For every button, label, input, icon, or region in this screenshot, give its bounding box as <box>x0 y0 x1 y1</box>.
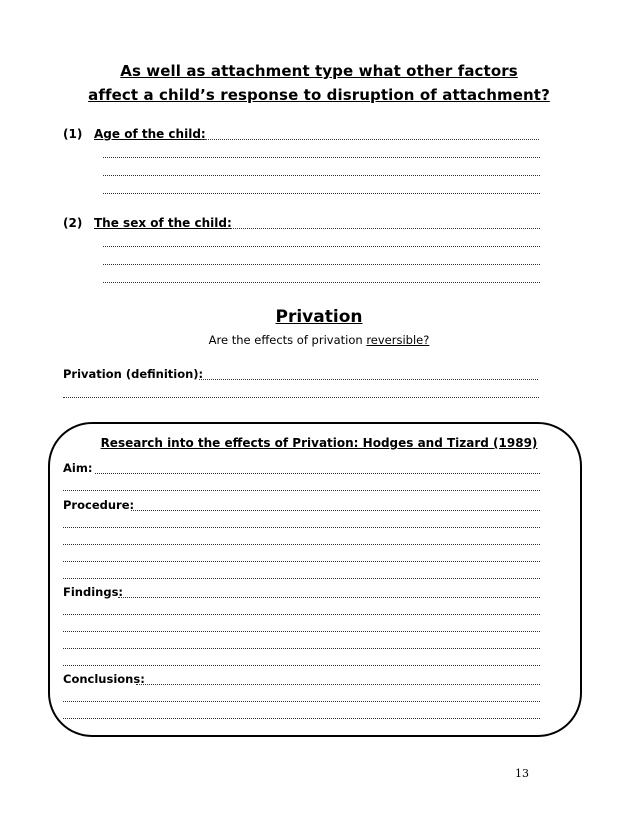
answer-line[interactable] <box>63 614 540 615</box>
answer-line[interactable] <box>103 193 540 194</box>
conclusions-label: Conclusions: <box>63 672 145 686</box>
answer-line[interactable] <box>63 561 540 562</box>
findings-label: Findings: <box>63 585 124 599</box>
aim-label: Aim: <box>63 461 93 475</box>
answer-line[interactable] <box>95 473 540 474</box>
answer-line[interactable] <box>103 157 540 158</box>
question-label: The sex of the child: <box>94 216 232 230</box>
answer-line[interactable] <box>199 379 538 380</box>
question-number: (1) <box>63 127 83 141</box>
answer-line[interactable] <box>136 684 540 685</box>
question-age <box>63 127 206 141</box>
answer-line[interactable] <box>63 397 539 398</box>
answer-line[interactable] <box>63 701 540 702</box>
answer-line[interactable] <box>103 246 540 247</box>
answer-line[interactable] <box>63 648 540 649</box>
privation-definition-label: Privation (definition): <box>63 367 204 381</box>
page-number: 13 <box>515 767 529 780</box>
answer-line[interactable] <box>103 282 540 283</box>
procedure-label: Procedure: <box>63 498 135 512</box>
answer-line[interactable] <box>201 139 539 140</box>
question-number: (2) <box>63 216 83 230</box>
answer-line[interactable] <box>63 490 540 491</box>
answer-line[interactable] <box>131 510 540 511</box>
research-title: Research into the effects of Privation: Hodges and Tizard (1989) <box>100 436 538 450</box>
answer-line[interactable] <box>63 578 540 579</box>
answer-line[interactable] <box>63 527 540 528</box>
answer-line[interactable] <box>63 718 540 719</box>
research-box <box>48 422 582 737</box>
worksheet-title-line-2: affect a child’s response to disruption of attachment? <box>88 86 550 104</box>
question-sex <box>63 216 232 230</box>
answer-line[interactable] <box>228 228 540 229</box>
answer-line[interactable] <box>103 264 540 265</box>
answer-line[interactable] <box>118 597 540 598</box>
privation-heading: Privation <box>275 307 363 327</box>
subtitle-underlined: reversible? <box>366 333 430 347</box>
privation-subtitle <box>0 333 638 347</box>
subtitle-text: Are the effects of privation <box>208 333 367 347</box>
answer-line[interactable] <box>63 665 540 666</box>
answer-line[interactable] <box>103 175 540 176</box>
answer-line[interactable] <box>63 544 540 545</box>
question-label: Age of the child: <box>94 127 206 141</box>
answer-line[interactable] <box>63 631 540 632</box>
worksheet-title-line-1: As well as attachment type what other factors <box>120 62 518 80</box>
